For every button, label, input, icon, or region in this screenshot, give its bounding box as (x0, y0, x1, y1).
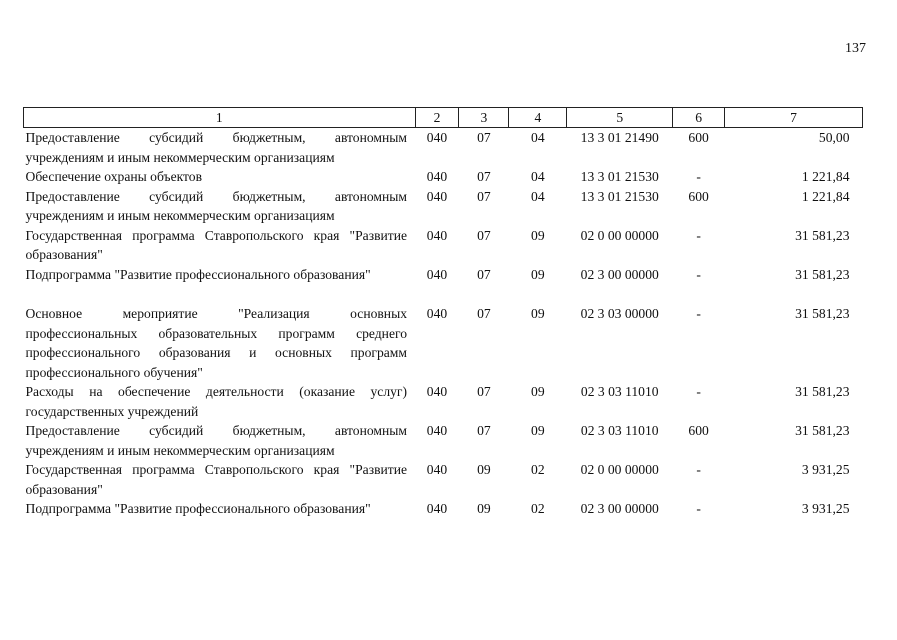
row-amount: 31 581,23 (795, 306, 850, 321)
row-gov-code: 040 (426, 384, 448, 399)
row-section: 07 (477, 169, 491, 184)
row-gov-code: 040 (426, 462, 448, 477)
row-expense-type: - (696, 227, 701, 243)
row-gov-code: 040 (426, 423, 448, 438)
column-header-target: 5 (567, 108, 673, 128)
row-gov-code: 040 (426, 266, 448, 282)
table-row (24, 460, 863, 499)
row-name: Предоставление субсидий бюджетным, автономным учреждениям и иным некоммерческим организациям (25, 130, 408, 165)
row-subsection: 09 (531, 423, 545, 438)
column-header-section: 3 (459, 108, 509, 128)
row-target-code: 02 0 00 00000 (580, 227, 659, 243)
row-expense-type: 600 (688, 423, 709, 438)
row-amount: 3 931,25 (801, 501, 850, 516)
table-row (24, 187, 863, 226)
row-target-code: 02 3 03 11010 (580, 423, 659, 438)
row-expense-type: - (696, 306, 701, 321)
row-amount: 1 221,84 (801, 169, 850, 184)
row-gov-code: 040 (426, 130, 448, 145)
row-expense-type: - (696, 384, 701, 399)
row-section: 07 (477, 227, 491, 243)
row-amount: 31 581,23 (795, 384, 850, 399)
budget-table (23, 107, 863, 519)
row-name: Основное мероприятие "Реализация основных профессиональных образовательных программ среднего профессионального образования и основных программ профессионального обучения" (25, 306, 408, 380)
row-expense-type: - (696, 462, 701, 477)
row-expense-type: - (696, 266, 701, 282)
row-subsection: 04 (531, 130, 545, 145)
row-expense-type: 600 (688, 188, 709, 204)
table-row (24, 265, 863, 285)
row-amount: 3 931,25 (801, 462, 850, 477)
row-name: Подпрограмма "Развитие профессионального образования" (25, 501, 371, 516)
row-subsection: 02 (531, 501, 545, 516)
row-target-code: 13 3 01 21530 (580, 188, 659, 204)
column-header-gov: 2 (415, 108, 459, 128)
row-section: 07 (477, 306, 491, 321)
row-name: Предоставление субсидий бюджетным, автономным учреждениям и иным некоммерческим организациям (25, 423, 408, 458)
row-subsection: 09 (531, 266, 545, 282)
row-gov-code: 040 (426, 227, 448, 243)
row-target-code: 02 3 03 11010 (580, 384, 659, 399)
row-section: 09 (477, 501, 491, 516)
row-gov-code: 040 (426, 169, 448, 184)
column-header-subsection: 4 (509, 108, 567, 128)
row-name: Предоставление субсидий бюджетным, автономным учреждениям и иным некоммерческим организациям (25, 188, 408, 223)
table-row (24, 499, 863, 519)
row-subsection: 09 (531, 306, 545, 321)
row-section: 07 (477, 188, 491, 204)
row-target-code: 02 0 00 00000 (580, 462, 659, 477)
row-target-code: 13 3 01 21490 (580, 130, 659, 145)
row-name: Государственная программа Ставропольского края "Развитие образования" (25, 462, 408, 497)
row-amount: 1 221,84 (801, 188, 850, 204)
row-section: 09 (477, 462, 491, 477)
table-header-row (24, 108, 863, 128)
row-subsection: 09 (531, 384, 545, 399)
table-row (24, 167, 863, 187)
row-section: 07 (477, 130, 491, 145)
row-amount: 31 581,23 (795, 423, 850, 438)
column-header-name: 1 (24, 108, 416, 128)
row-target-code: 02 3 00 00000 (580, 266, 659, 282)
table-row (24, 421, 863, 460)
row-section: 07 (477, 384, 491, 399)
row-subsection: 04 (531, 188, 545, 204)
column-header-expense-type: 6 (673, 108, 725, 128)
row-gov-code: 040 (426, 188, 448, 204)
row-expense-type: - (696, 501, 701, 516)
row-name: Государственная программа Ставропольского края "Развитие образования" (25, 227, 408, 262)
row-expense-type: - (696, 169, 701, 184)
row-section: 07 (477, 423, 491, 438)
row-target-code: 02 3 00 00000 (580, 501, 659, 516)
row-name: Обеспечение охраны объектов (25, 169, 203, 184)
row-subsection: 02 (531, 462, 545, 477)
row-amount: 50,00 (818, 130, 850, 145)
row-name: Подпрограмма "Развитие профессионального образования" (25, 266, 371, 282)
row-target-code: 13 3 01 21530 (580, 169, 659, 184)
table-row (24, 226, 863, 265)
row-subsection: 09 (531, 227, 545, 243)
row-amount: 31 581,23 (795, 227, 850, 243)
row-expense-type: 600 (688, 130, 709, 145)
row-name: Расходы на обеспечение деятельности (оказание услуг) государственных учреждений (25, 384, 408, 419)
table-row (24, 382, 863, 421)
table-row (24, 284, 863, 382)
row-section: 07 (477, 266, 491, 282)
column-header-amount: 7 (725, 108, 863, 128)
table-row (24, 128, 863, 168)
row-gov-code: 040 (426, 306, 448, 321)
row-target-code: 02 3 03 00000 (580, 306, 659, 321)
page-number: 137 (845, 41, 866, 56)
row-gov-code: 040 (426, 501, 448, 516)
row-amount: 31 581,23 (795, 266, 850, 282)
row-subsection: 04 (531, 169, 545, 184)
